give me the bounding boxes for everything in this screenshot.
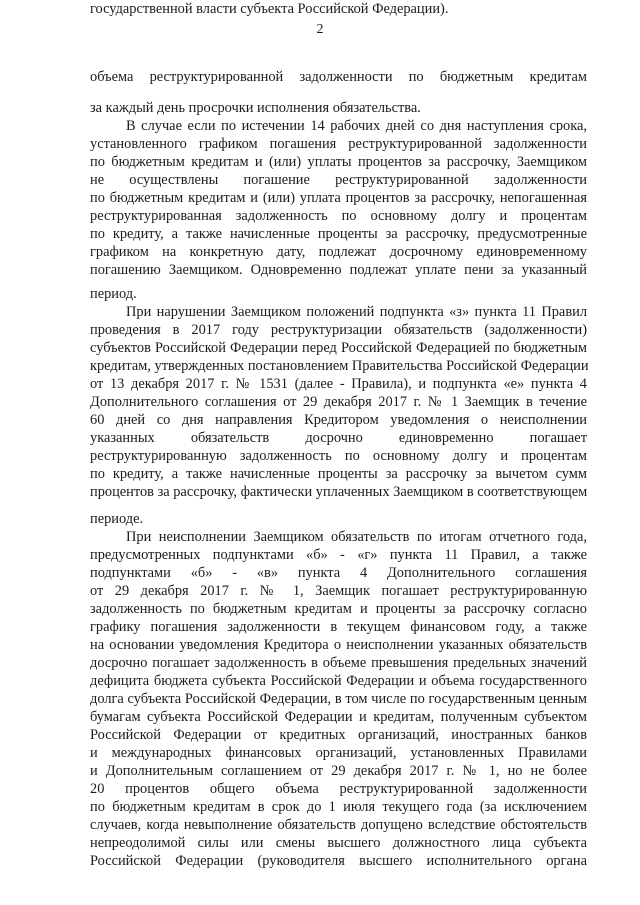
text-line: реструктурированную задолженность по основному долгу и процентам: [90, 448, 587, 464]
text-line: кредитам, утвержденных постановлением Правительства Российской Федерации: [90, 358, 589, 374]
text-line: на основании уведомления Кредитора о неисполнении указанных обязательств: [90, 637, 587, 653]
text-line: графику погашения задолженности в текущем финансовом году, а также: [90, 619, 587, 635]
text-line: При нарушении Заемщиком положений подпункта «з» пункта 11 Правил: [126, 304, 587, 320]
text-line: государственной власти субъекта Российской Федерации).: [90, 1, 449, 17]
text-line: При неисполнении Заемщиком обязательств по итогам отчетного года,: [126, 529, 587, 545]
text-line: В случае если по истечении 14 рабочих дней со дня наступления срока,: [126, 118, 587, 134]
text-line: предусмотренных подпунктами «б» - «г» пункта 11 Правил, а также: [90, 547, 587, 563]
text-line: реструктурированная задолженность по основному долгу и процентам: [90, 208, 587, 224]
text-line: графиком на конкретную дату, подлежат досрочному единовременному: [90, 244, 587, 260]
text-line: от 29 декабря 2017 г. № 1, Заемщик погашает реструктурированную: [90, 583, 587, 599]
text-line: по кредиту, а также начисленные проценты за рассрочку, предусмотренные: [90, 226, 587, 242]
text-line: по бюджетным кредитам и (или) уплата процентов за рассрочку, непогашенная: [90, 190, 587, 206]
text-line: субъектов Российской Федерации перед Российской Федерацией по бюджетным: [90, 340, 587, 356]
text-line: периоде.: [90, 511, 144, 527]
text-line: непреодолимой силы или смены высшего должностного лица субъекта: [90, 835, 587, 851]
text-line: долга субъекта Российской Федерации, в том числе по государственным ценным: [90, 691, 587, 707]
text-line: бумагам субъекта Российской Федерации и кредитам, полученным субъектом: [90, 709, 587, 725]
text-line: Российской Федерации (руководителя высшего исполнительного органа: [90, 853, 587, 869]
text-line: дефицита бюджета субъекта Российской Федерации и объема государственного: [90, 673, 587, 689]
text-line: и Дополнительным соглашением от 29 декабря 2017 г. № 1, но не более: [90, 763, 587, 779]
text-line: Дополнительного соглашения от 29 декабря 2017 г. № 1 Заемщик в течение: [90, 394, 587, 410]
text-line: досрочно погашает задолженность в объеме превышения предельных значений: [90, 655, 587, 671]
text-line: указанных обязательств досрочно единовременно погашает: [90, 430, 587, 446]
text-line: задолженность по бюджетным кредитам и проценты за рассрочку согласно: [90, 601, 587, 617]
text-line: по бюджетным кредитам и (или) уплаты процентов за рассрочку, Заемщиком: [90, 154, 587, 170]
text-line: за каждый день просрочки исполнения обязательства.: [90, 100, 421, 116]
text-line: не осуществлены погашение реструктурированной задолженности: [90, 172, 587, 188]
text-line: по кредиту, а также начисленные проценты за рассрочку за вычетом сумм: [90, 466, 587, 482]
text-line: 60 дней со дня направления Кредитором уведомления о неисполнении: [90, 412, 587, 428]
text-line: погашению Заемщиком. Одновременно подлежат уплате пени за указанный: [90, 262, 587, 278]
text-line: от 13 декабря 2017 г. № 1531 (далее - Правила), и подпункта «е» пункта 4: [90, 376, 587, 392]
text-line: период.: [90, 286, 137, 302]
text-line: и международных финансовых организаций, установленных Правилами: [90, 745, 587, 761]
text-line: Российской Федерации от кредитных организаций, иностранных банков: [90, 727, 587, 743]
text-line: процентов за рассрочку, фактически уплаченных Заемщиком в соответствующем: [90, 484, 588, 500]
text-line: подпунктами «б» - «в» пункта 4 Дополнительного соглашения: [90, 565, 587, 581]
page-number: 2: [316, 22, 324, 37]
text-line: объема реструктурированной задолженности по бюджетным кредитам: [90, 69, 587, 85]
text-line: установленного графиком погашения реструктурированной задолженности: [90, 136, 587, 152]
text-line: 20 процентов общего объема реструктурированной задолженности: [90, 781, 587, 797]
text-line: проведения в 2017 году реструктуризации обязательств (задолженности): [90, 322, 587, 338]
text-line: по бюджетным кредитам в срок до 1 июля текущего года (за исключением: [90, 799, 587, 815]
text-line: случаев, когда невыполнение обязательств допущено вследствие обстоятельств: [90, 817, 587, 833]
